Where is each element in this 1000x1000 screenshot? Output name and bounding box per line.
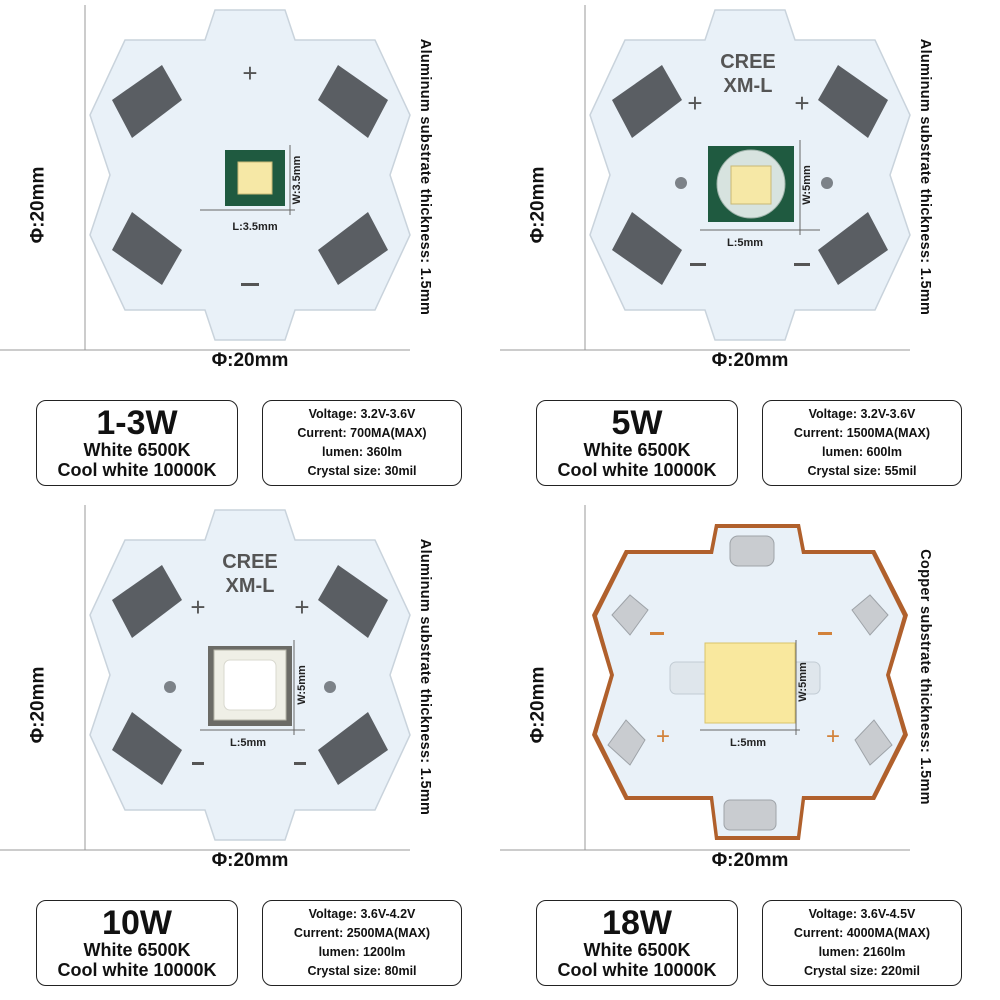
wattage: 5W xyxy=(611,404,663,442)
polarity-minus-mark xyxy=(650,632,664,635)
solder-pad-top xyxy=(730,536,774,566)
color-cool-white: Cool white 10000K xyxy=(557,460,717,480)
spec-box xyxy=(762,900,962,986)
mount-hole xyxy=(324,681,336,693)
spec-lumen: lumen: 2160lm xyxy=(818,945,906,959)
wattage: 10W xyxy=(102,904,172,942)
polarity-minus-mark xyxy=(794,263,810,266)
substrate-thickness-label: Copper substrate thickness: 1.5mm xyxy=(917,549,934,805)
spec-voltage: Voltage: 3.6V-4.5V xyxy=(808,907,916,921)
solder-pad-bottom xyxy=(724,800,776,830)
diameter-vertical-label: Φ:20mm xyxy=(27,666,49,744)
polarity-minus-mark xyxy=(294,762,306,765)
model-mark: XM-L xyxy=(723,75,773,97)
power-title-box xyxy=(36,900,238,986)
color-cool-white: Cool white 10000K xyxy=(57,460,217,480)
substrate-thickness-label: Aluminum substrate thickness: 1.5mm xyxy=(417,538,433,816)
spec-voltage: Voltage: 3.6V-4.2V xyxy=(308,907,416,921)
color-white: White 6500K xyxy=(83,440,191,460)
spec-lumen: lumen: 360lm xyxy=(322,445,402,459)
mount-hole xyxy=(821,177,833,189)
polarity-plus-mark: + xyxy=(825,723,841,750)
spec-box xyxy=(762,400,962,486)
width-label: W:5mm xyxy=(801,165,813,205)
brand-mark: CREE xyxy=(720,51,776,73)
color-white: White 6500K xyxy=(583,440,691,460)
diameter-vertical-label: Φ:20mm xyxy=(527,166,549,244)
polarity-plus-mark: + xyxy=(687,88,703,118)
diameter-horizontal-label: Φ:20mm xyxy=(711,350,789,371)
substrate-thickness-label: Aluminum substrate thickness: 1.5mm xyxy=(417,38,433,316)
length-label: L:5mm xyxy=(229,737,267,749)
spec-crystal-size: Crystal size: 220mil xyxy=(803,964,921,978)
color-cool-white: Cool white 10000K xyxy=(57,960,217,980)
spec-voltage: Voltage: 3.2V-3.6V xyxy=(308,407,416,421)
spec-box xyxy=(262,900,462,986)
polarity-plus-mark: + xyxy=(294,592,310,622)
mount-hole xyxy=(675,177,687,189)
polarity-minus-mark xyxy=(192,762,204,765)
spec-crystal-size: Crystal size: 55mil xyxy=(807,464,917,478)
substrate-thickness-label: Aluminum substrate thickness: 1.5mm xyxy=(917,38,933,316)
color-white: White 6500K xyxy=(583,940,691,960)
model-mark: XM-L xyxy=(225,575,275,597)
diameter-horizontal-label: Φ:20mm xyxy=(211,850,289,871)
length-label: L:5mm xyxy=(729,737,767,749)
width-label: W:5mm xyxy=(296,665,308,705)
color-cool-white: Cool white 10000K xyxy=(557,960,717,980)
polarity-minus-mark xyxy=(690,263,706,266)
polarity-plus-mark: + xyxy=(655,723,671,750)
polarity-minus-mark xyxy=(818,632,832,635)
spec-voltage: Voltage: 3.2V-3.6V xyxy=(808,407,916,421)
spec-lumen: lumen: 600lm xyxy=(822,445,902,459)
spec-current: Current: 700MA(MAX) xyxy=(297,426,427,440)
panel-10w xyxy=(0,500,500,1000)
led-chip xyxy=(705,643,795,723)
length-label: L:3.5mm xyxy=(232,221,278,233)
diameter-horizontal-label: Φ:20mm xyxy=(711,850,789,871)
width-label: W:3.5mm xyxy=(291,155,303,205)
spec-crystal-size: Crystal size: 30mil xyxy=(307,464,417,478)
polarity-plus-mark: + xyxy=(190,592,206,622)
width-label: W:5mm xyxy=(797,662,809,702)
diameter-horizontal-label: Φ:20mm xyxy=(211,350,289,371)
color-white: White 6500K xyxy=(83,940,191,960)
brand-mark: CREE xyxy=(222,551,278,573)
spec-box xyxy=(262,400,462,486)
power-title-box xyxy=(536,400,738,486)
power-title-box xyxy=(536,900,738,986)
diameter-vertical-label: Φ:20mm xyxy=(527,666,549,744)
polarity-plus-mark: + xyxy=(794,88,810,118)
led-chip xyxy=(224,660,276,710)
power-title-box xyxy=(36,400,238,486)
diameter-vertical-label: Φ:20mm xyxy=(27,166,49,244)
spec-current: Current: 2500MA(MAX) xyxy=(293,926,431,940)
spec-lumen: lumen: 1200lm xyxy=(318,945,406,959)
panel-1-3w xyxy=(0,0,500,500)
wattage: 1-3W xyxy=(96,404,178,442)
wattage: 18W xyxy=(602,904,672,942)
length-label: L:5mm xyxy=(726,237,764,249)
polarity-minus-mark xyxy=(241,283,259,286)
panel-18w xyxy=(500,500,1000,1000)
panel-5w xyxy=(500,0,1000,500)
led-chip xyxy=(238,162,272,194)
spec-current: Current: 4000MA(MAX) xyxy=(793,926,931,940)
led-chip xyxy=(731,166,771,204)
mount-hole xyxy=(164,681,176,693)
spec-crystal-size: Crystal size: 80mil xyxy=(307,964,417,978)
spec-current: Current: 1500MA(MAX) xyxy=(793,426,931,440)
polarity-plus-mark: + xyxy=(242,58,258,88)
